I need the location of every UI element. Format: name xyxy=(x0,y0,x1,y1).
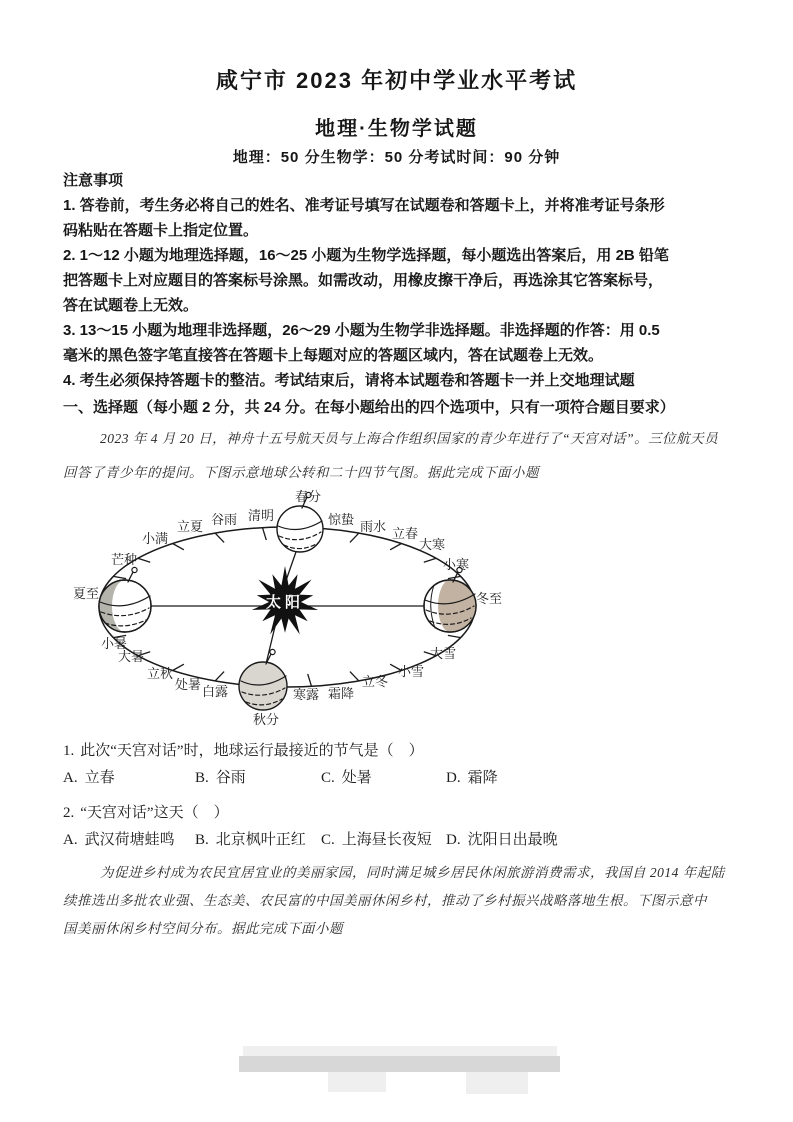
option-a: A. 立春 xyxy=(63,770,115,786)
earth-globe-summer-solstice xyxy=(99,567,151,632)
solar-term-label: 小寒 xyxy=(442,557,470,572)
passage-1-line-1: 2023 年 4 月 20 日，神舟十五号航天员与上海合作组织国家的青少年进行了“天宫对话”。三位航天员 xyxy=(100,431,719,446)
section-1-heading: 一、选择题（每小题 2 分，共 24 分。在每小题给出的四个选项中，只有一项符合题目要求） xyxy=(63,399,675,416)
notice-2-line-2: 把答题卡上对应题目的答案标号涂黑。如需改动，用橡皮擦干净后，再选涂其它答案标号， xyxy=(63,272,664,289)
notice-2-line-1: 2. 1～12 小题为地理选择题，16～25 小题为生物学选择题，每小题选出答案后，用 2B 铅笔 xyxy=(63,247,669,264)
notice-3-line-1: 3. 13～15 小题为地理非选择题，26～29 小题为生物学非选择题。非选择题的作答：用 0.5 xyxy=(63,322,660,339)
question-2-stem: 2. “天宫对话”这天（ ） xyxy=(63,805,229,821)
cropped-map-faint-edge xyxy=(243,1046,557,1056)
page-subtitle: 地理·生物学试题 xyxy=(315,118,478,140)
question-1-number: 1. xyxy=(63,743,75,759)
passage-2-line-1: 为促进乡村成为农民宜居宜业的美丽家园，同时满足城乡居民休闲旅游消费需求，我国自 2014 年起陆 xyxy=(100,865,725,880)
solar-term-label: 立夏 xyxy=(176,519,204,534)
solar-term-label: 立冬 xyxy=(361,674,389,689)
page-title: 咸宁市 2023 年初中学业水平考试 xyxy=(215,68,578,93)
cropped-map-smudge xyxy=(328,1072,386,1092)
earth-globe-autumn-equinox xyxy=(239,649,287,710)
sun-label: 太阳 xyxy=(265,594,305,611)
question-2-number: 2. xyxy=(63,805,75,821)
option-b: B. 北京枫叶正红 xyxy=(195,832,306,848)
option-a: A. 武汉荷塘蛙鸣 xyxy=(63,832,175,848)
solar-term-label: 处暑 xyxy=(174,677,202,692)
notice-4-line-1: 4. 考生必须保持答题卡的整洁。考试结束后，请将本试题卷和答题卡一并上交地理试题 xyxy=(63,372,635,389)
cropped-map-strip xyxy=(239,1056,560,1072)
cropped-map-smudge xyxy=(466,1072,528,1094)
notice-1-line-1: 1. 答卷前，考生务必将自己的姓名、准考证号填写在试题卷和答题卡上，并将准考证号条形 xyxy=(63,197,665,214)
solar-term-label: 大雪 xyxy=(429,646,457,661)
passage-2-line-2: 续推选出多批农业强、生态美、农民富的中国美丽休闲乡村，推动了乡村振兴战略落地生根。下图示意中 xyxy=(63,893,707,908)
option-d: D. 沈阳日出最晚 xyxy=(446,832,558,848)
option-c: C. 处暑 xyxy=(321,770,372,786)
solar-term-label: 立秋 xyxy=(146,666,174,681)
option-d: D. 霜降 xyxy=(446,770,498,786)
question-1-options xyxy=(63,766,730,786)
solar-term-label: 白露 xyxy=(201,684,229,699)
solar-term-label: 小雪 xyxy=(397,664,425,679)
solar-term-label: 大寒 xyxy=(418,537,446,552)
solar-term-label: 大暑 xyxy=(117,649,145,664)
exam-info-line: 地理：50 分生物学：50 分考试时间：90 分钟 xyxy=(232,149,561,166)
passage-2-line-3: 国美丽休闲乡村空间分布。据此完成下面小题 xyxy=(63,921,343,936)
notice-3-line-2: 毫米的黑色签字笔直接答在答题卡上每题对应的答题区域内，答在试题卷上无效。 xyxy=(63,347,604,364)
notice-1-line-2: 码粘贴在答题卡上指定位置。 xyxy=(63,222,259,239)
solar-term-label: 冬至 xyxy=(475,591,503,606)
solar-term-label: 小暑 xyxy=(100,636,128,651)
solar-term-label: 秋分 xyxy=(252,712,280,727)
solar-term-label: 惊蛰 xyxy=(327,512,355,527)
question-2-options xyxy=(63,828,730,848)
passage-1-line-2: 回答了青少年的提问。下图示意地球公转和二十四节气图。据此完成下面小题 xyxy=(63,465,539,480)
solar-term-label: 寒露 xyxy=(292,687,320,702)
notice-2-line-3: 答在试题卷上无效。 xyxy=(63,297,199,314)
earth-globe-winter-solstice xyxy=(424,567,476,632)
notices-heading: 注意事项 xyxy=(63,172,124,189)
earth-orbit-solar-terms-diagram xyxy=(70,482,540,734)
solar-term-label: 霜降 xyxy=(327,686,355,701)
solar-term-label: 谷雨 xyxy=(210,512,238,527)
solar-term-label: 芒种 xyxy=(110,552,138,567)
option-c: C. 上海昼长夜短 xyxy=(321,832,432,848)
solar-term-label: 雨水 xyxy=(359,519,387,534)
solar-term-label: 小满 xyxy=(141,531,169,546)
solar-term-label: 立春 xyxy=(391,526,419,541)
solar-term-label: 清明 xyxy=(247,508,275,523)
solar-term-label: 夏至 xyxy=(72,586,100,601)
sun-icon xyxy=(252,566,318,635)
option-b: B. 谷雨 xyxy=(195,770,246,786)
question-1-stem: 1. 此次“天宫对话”时，地球运行最接近的节气是（ ） xyxy=(63,743,424,759)
solar-term-label: 春分 xyxy=(294,489,322,504)
